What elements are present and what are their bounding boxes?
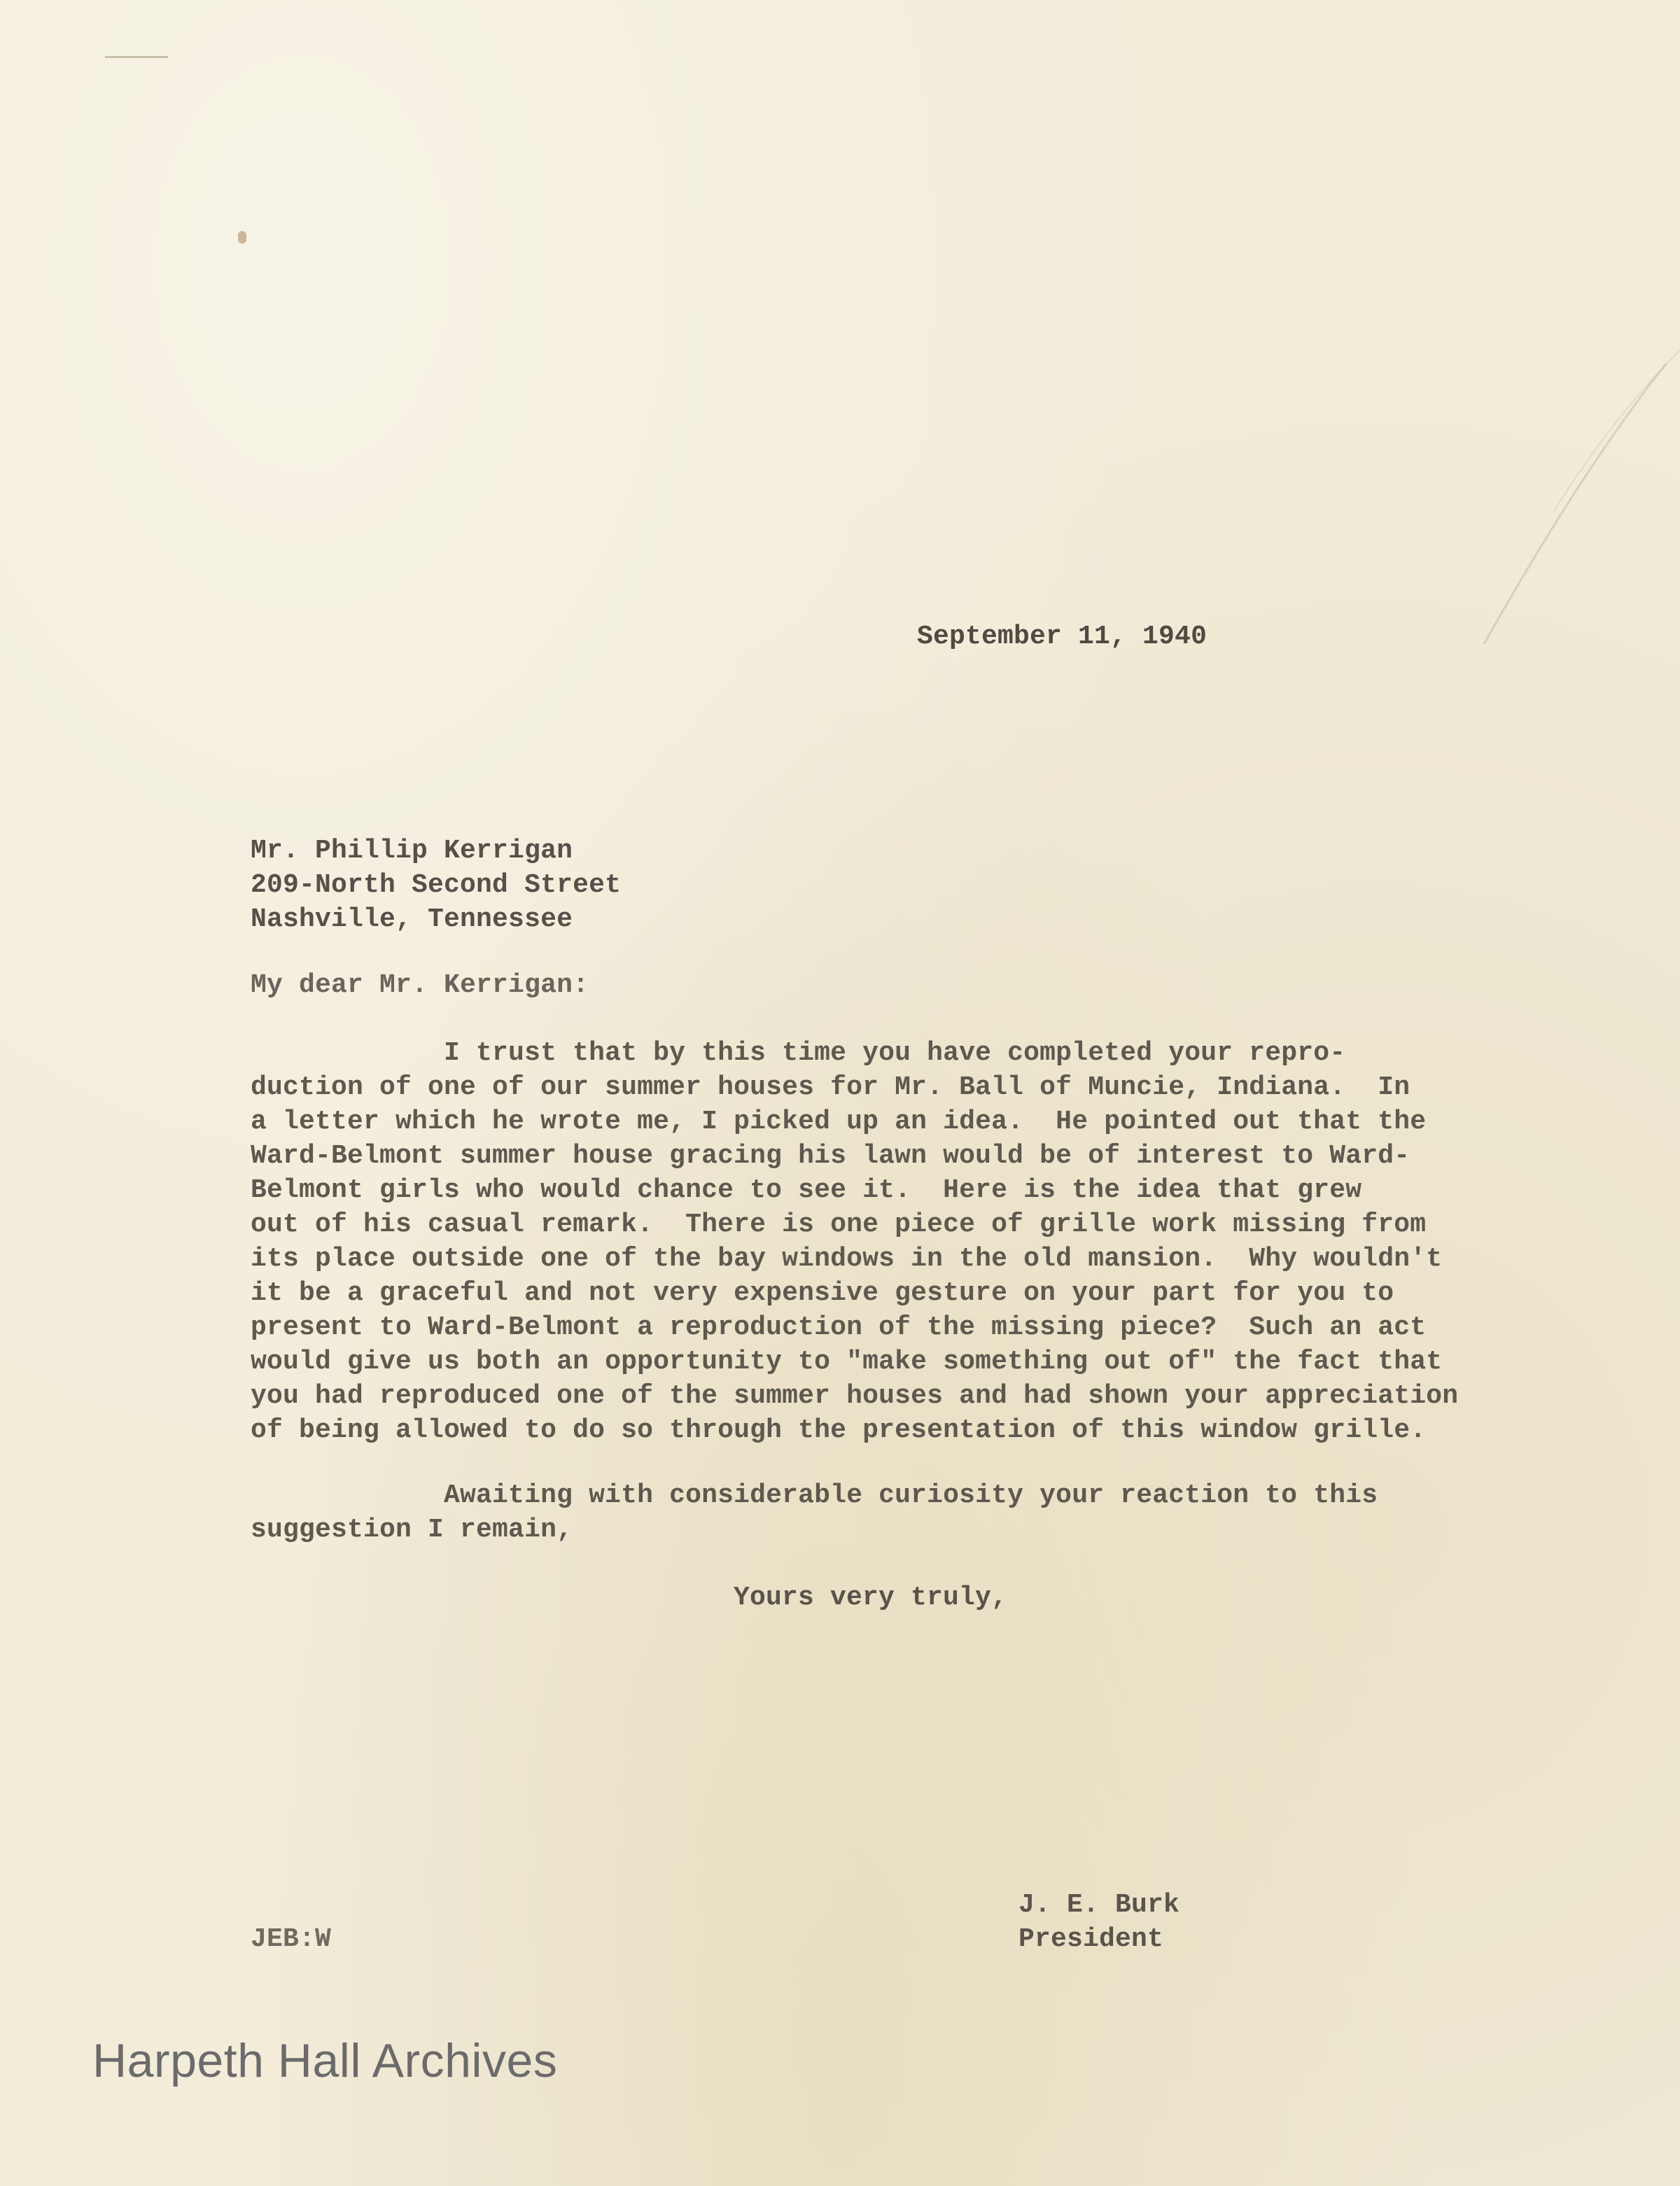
address-line: Mr. Phillip Kerrigan	[251, 836, 573, 866]
signer-name: J. E. Burk	[1018, 1890, 1180, 1920]
body-line: out of his casual remark. There is one piece of grille work missing from	[251, 1210, 1427, 1240]
body-line: you had reproduced one of the summer houses and had shown your appreciation	[251, 1381, 1459, 1411]
body-line: duction of one of our summer houses for Mr. Ball of Muncie, Indiana. In	[251, 1072, 1410, 1102]
address-line: Nashville, Tennessee	[251, 904, 573, 934]
body-line: a letter which he wrote me, I picked up an idea. He pointed out that the	[251, 1107, 1427, 1137]
letter-date: September 11, 1940	[917, 622, 1208, 652]
paper-crease	[1379, 350, 1680, 644]
closing-line: suggestion I remain,	[251, 1515, 573, 1545]
body-line: would give us both an opportunity to "make something out of" the fact that	[251, 1347, 1443, 1377]
body-line: Belmont girls who would chance to see it. Here is the idea that grew	[251, 1175, 1362, 1205]
signature-block	[1018, 1888, 1180, 1956]
body-line: it be a graceful and not very expensive gesture on your part for you to	[251, 1278, 1394, 1308]
closing-paragraph	[251, 1478, 1378, 1547]
signer-title: President	[1018, 1924, 1164, 1954]
ink-smudge	[238, 231, 246, 244]
archive-watermark: Harpeth Hall Archives	[92, 2034, 558, 2087]
recipient-address	[251, 834, 621, 937]
closing-line: Awaiting with considerable curiosity your reaction to this	[251, 1480, 1378, 1511]
salutation: My dear Mr. Kerrigan:	[251, 970, 589, 1000]
body-line: of being allowed to do so through the presentation of this window grille.	[251, 1415, 1427, 1445]
body-line: I trust that by this time you have completed your repro-	[251, 1038, 1346, 1068]
body-line: Ward-Belmont summer house gracing his lawn would be of interest to Ward-	[251, 1141, 1410, 1171]
valediction: Yours very truly,	[734, 1583, 1008, 1613]
body-line: its place outside one of the bay windows in the old mansion. Why wouldn't	[251, 1244, 1443, 1274]
reference-initials: JEB:W	[251, 1924, 332, 1954]
ink-smudge	[105, 56, 168, 58]
body-paragraph	[251, 1036, 1458, 1448]
address-line: 209-North Second Street	[251, 870, 622, 900]
body-line: present to Ward-Belmont a reproduction of the missing piece? Such an act	[251, 1312, 1427, 1343]
